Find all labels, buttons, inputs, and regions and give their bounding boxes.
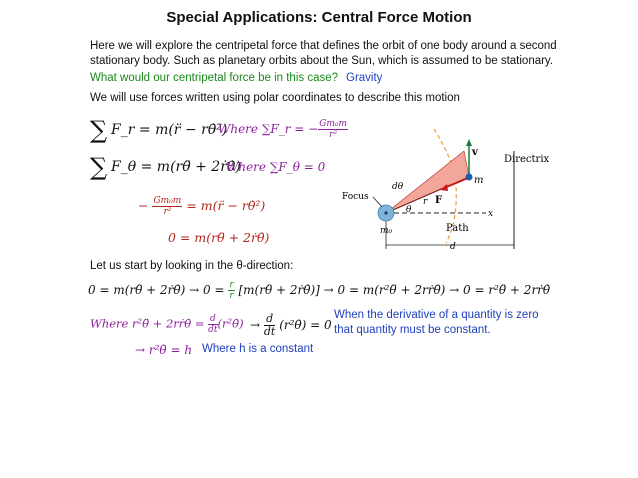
where-d-numerator: d — [209, 314, 216, 324]
r-over-r-fraction — [228, 280, 234, 301]
fr-equation-text: F_r = m(r̈ − rθ̇²) — [111, 122, 228, 138]
force-label: F — [435, 195, 443, 206]
sigma-symbol: ∑ — [90, 153, 108, 181]
derivative-arrow: → — [250, 318, 261, 332]
where-d-dt-fraction — [208, 314, 217, 335]
focus-mass-label: m₀ — [380, 226, 393, 236]
directrix-label: Directrix — [504, 154, 550, 165]
ftheta-equation-text: F_θ = m(rθ̈ + 2ṙθ̇) — [111, 159, 241, 175]
orbiting-mass — [466, 174, 473, 181]
theta-direction-line: Let us start by looking in the θ-direction: — [90, 260, 294, 272]
focus-pointer-line — [373, 197, 382, 207]
r-denominator: r — [229, 291, 234, 301]
where-derivative-note — [90, 314, 244, 335]
derivation-part-b: [m(rθ̈ + 2ṙθ̇)] → 0 = m(r²θ̈ + 2rṙθ̇) → 0 = r²θ̈ + 2rṙθ̇ — [238, 283, 551, 297]
polar-coordinates-line: We will use forces written using polar coordinates to describe this motion — [90, 92, 460, 104]
transverse-zero-equation: 0 = m(rθ̈ + 2ṙθ̇) — [168, 230, 270, 245]
where-fr-prefix: Where ∑F_r = − — [218, 122, 319, 136]
derivative-rhs: (r²θ̇) = 0 — [279, 318, 332, 332]
result-note: Where h is a constant — [202, 343, 314, 355]
dtheta-label: dθ — [392, 182, 404, 192]
constant-note-line-2: that quantity must be constant. — [334, 324, 491, 336]
result-equation: → r²θ̇ = h — [135, 343, 193, 357]
path-label: Path — [446, 223, 469, 234]
where-ftheta-note: Where ∑F_θ = 0 — [226, 160, 326, 174]
constant-note-line-1: When the derivative of a quantity is zero — [334, 309, 539, 321]
derivation-part-a: 0 = m(rθ̈ + 2ṙθ̇) → 0 = — [88, 283, 225, 297]
d-label: d — [450, 242, 456, 252]
gravity-fraction — [152, 196, 182, 217]
where-derivative-rhs: (r²θ̇) — [217, 316, 244, 331]
focus-point — [384, 211, 387, 214]
where-dt-denominator: dt — [208, 325, 218, 335]
radial-rhs: = m(r̈ − rθ̇²) — [186, 198, 266, 213]
dt-denominator: dt — [263, 325, 276, 338]
intro-line-2: stationary body. Such as planetary orbits about the Sun, which is assumed to be stationary. — [90, 55, 554, 67]
velocity-label: v — [472, 147, 478, 158]
mass-label: m — [474, 175, 484, 186]
focus-label: Focus — [342, 192, 369, 202]
minus-sign: − — [138, 198, 149, 213]
sum-fr-equation — [90, 118, 227, 142]
sum-ftheta-equation — [90, 155, 241, 179]
where-fr-numerator: Gm₀m — [319, 119, 348, 129]
d-numerator: d — [264, 313, 275, 326]
radius-label: r — [423, 197, 428, 207]
radial-gravity-equation — [138, 196, 265, 217]
page-title: Special Applications: Central Force Motion — [166, 9, 472, 26]
where-derivative-lhs: Where r²θ̈ + 2rṙθ̇ = — [90, 316, 205, 331]
velocity-arrowhead — [466, 139, 472, 146]
theta-derivation-equation — [88, 280, 550, 301]
intro-line-1: Here we will explore the centripetal force that defines the orbit of one body around a second — [90, 40, 557, 52]
r-numerator: r — [229, 280, 234, 290]
answer-text: Gravity — [346, 72, 383, 84]
gravity-numerator: Gm₀m — [153, 196, 182, 206]
theta-label: θ — [406, 205, 412, 215]
where-fr-note — [218, 119, 348, 140]
derivative-zero-equation — [250, 313, 332, 338]
gravity-denominator: r² — [163, 207, 172, 217]
d-dt-fraction — [264, 313, 275, 338]
central-force-diagram — [336, 125, 566, 257]
question-text: What would our centripetal force be in this case? — [90, 72, 339, 84]
x-axis-label: x — [488, 209, 494, 219]
sigma-symbol: ∑ — [90, 116, 108, 144]
where-fr-denominator: r² — [329, 130, 338, 140]
